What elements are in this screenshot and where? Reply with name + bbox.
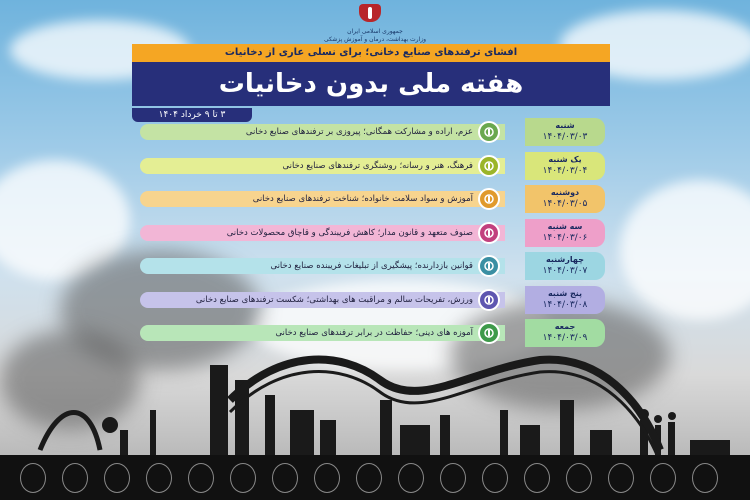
day-label — [525, 118, 605, 146]
day-theme: آموزه های دینی؛ حفاظت در برابر ترفندهای صنایع دخانی — [140, 325, 505, 341]
store-icon — [478, 222, 500, 244]
day-name: دوشنبه — [550, 188, 580, 197]
day-label — [525, 286, 605, 314]
sponsor-logo — [230, 463, 256, 493]
sponsor-logo — [314, 463, 340, 493]
day-name: یک شنبه — [548, 154, 582, 164]
sponsor-logo — [62, 463, 88, 493]
sponsor-logo — [356, 463, 382, 493]
law-icon — [478, 255, 500, 277]
day-theme: فرهنگ، هنر و رسانه؛ روشنگری ترفندهای صنایع دخانی — [140, 158, 505, 174]
day-name: شنبه — [555, 121, 575, 130]
day-label — [525, 219, 605, 247]
sponsor-logo — [650, 463, 676, 493]
sponsor-logo — [104, 463, 130, 493]
day-label — [525, 185, 605, 213]
day-date: ۱۴۰۴/۰۳/۰۴ — [542, 165, 588, 176]
main-title: هفته ملی بدون دخانیات — [132, 62, 610, 106]
top-banner: افشای ترفندهای صنایع دخانی؛ برای نسلی عاری از دخانیات — [132, 44, 610, 62]
cloud — [620, 180, 750, 320]
sponsor-logo — [482, 463, 508, 493]
day-name: سه شنبه — [547, 221, 583, 231]
day-name: جمعه — [554, 322, 576, 331]
ministry-line-2: وزارت بهداشت، درمان و آموزش پزشکی — [323, 36, 427, 43]
day-name: پنج شنبه — [547, 288, 583, 298]
day-theme: صنوف متعهد و قانون مدار؛ کاهش فریبندگی و قاچاق محصولات دخانی — [140, 225, 505, 241]
sponsor-logo — [146, 463, 172, 493]
day-date: ۱۴۰۴/۰۳/۰۸ — [542, 299, 588, 310]
day-theme: قوانین بازدارنده؛ پیشگیری از تبلیغات فریبنده صنایع دخانی — [140, 258, 505, 274]
ministry-line-1: جمهوری اسلامی ایران — [347, 28, 403, 35]
day-date: ۱۴۰۴/۰۳/۰۵ — [542, 199, 588, 209]
day-label — [525, 252, 605, 280]
day-name: چهارشنبه — [546, 255, 584, 264]
day-label — [525, 152, 605, 180]
day-row — [140, 223, 620, 245]
day-row — [140, 156, 620, 178]
sponsor-logo — [20, 463, 46, 493]
sponsor-logo — [608, 463, 634, 493]
day-row — [140, 122, 620, 144]
media-icon — [478, 155, 500, 177]
day-theme: ورزش، تفریحات سالم و مراقبت های بهداشتی؛ شکست ترفندهای صنایع دخانی — [140, 292, 505, 308]
day-date: ۱۴۰۴/۰۳/۰۹ — [542, 333, 588, 343]
day-row — [140, 189, 620, 211]
sponsor-logo — [272, 463, 298, 493]
day-date: ۱۴۰۴/۰۳/۰۶ — [542, 232, 588, 243]
ministry-name — [300, 28, 450, 44]
day-row — [140, 256, 620, 278]
date-range: ۳ تا ۹ خرداد ۱۴۰۴ — [132, 108, 252, 122]
sponsor-logo — [692, 463, 718, 493]
sport-icon — [478, 289, 500, 311]
sponsor-logo — [188, 463, 214, 493]
sponsor-logo — [524, 463, 550, 493]
day-theme: آموزش و سواد سلامت خانواده؛ شناخت ترفندهای صنایع دخانی — [140, 191, 505, 207]
sponsor-logo — [398, 463, 424, 493]
day-row — [140, 290, 620, 312]
book-icon — [478, 188, 500, 210]
sponsor-logo — [440, 463, 466, 493]
day-theme: عزم، اراده و مشارکت همگانی؛ پیروزی بر ترفندهای صنایع دخانی — [140, 124, 505, 140]
gear-people-icon — [478, 121, 500, 143]
emblem-icon — [359, 4, 381, 22]
sponsor-logos — [0, 455, 750, 500]
day-date: ۱۴۰۴/۰۳/۰۷ — [542, 266, 588, 276]
day-date: ۱۴۰۴/۰۳/۰۳ — [542, 132, 588, 142]
sponsor-logo — [566, 463, 592, 493]
